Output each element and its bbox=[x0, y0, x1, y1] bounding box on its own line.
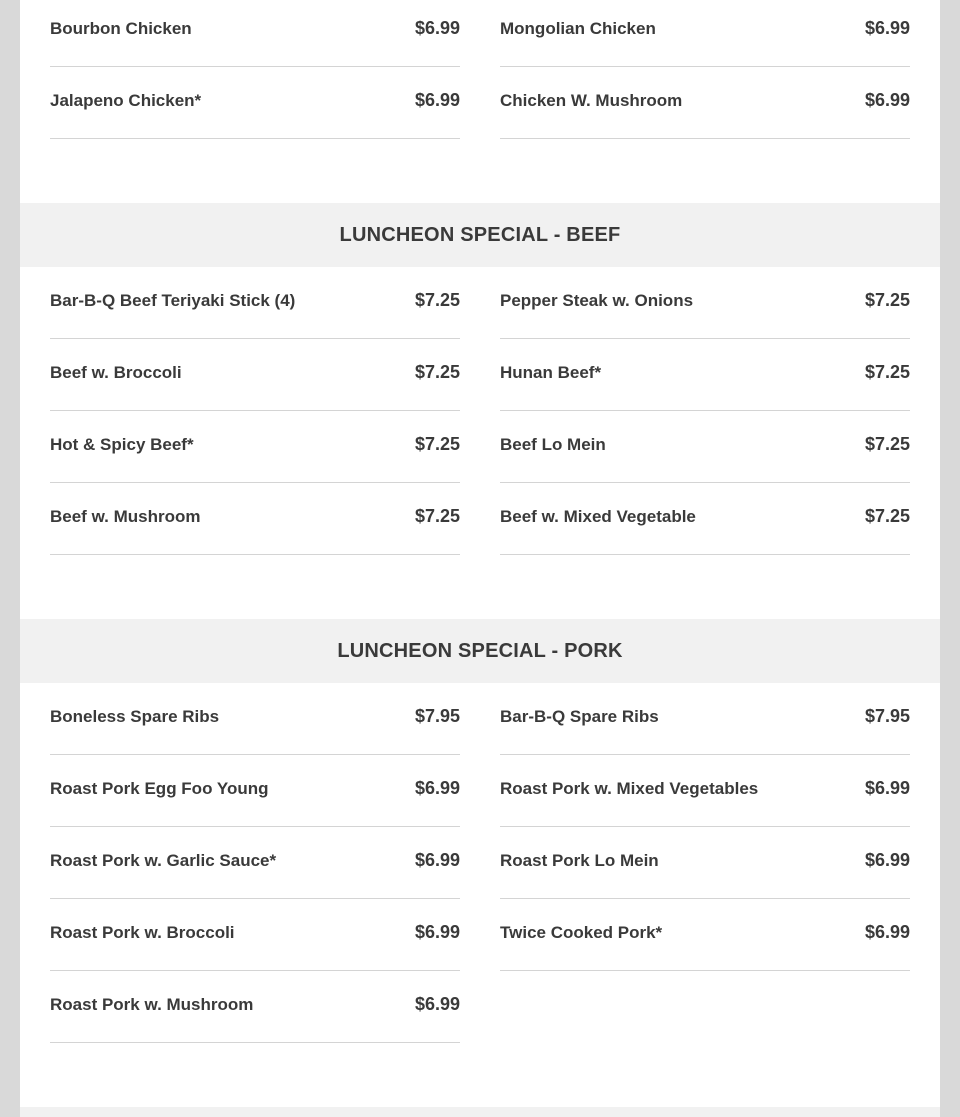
menu-item-name: Bar-B-Q Beef Teriyaki Stick (4) bbox=[50, 291, 296, 310]
menu-item-price: $6.99 bbox=[864, 90, 910, 110]
menu-item[interactable] bbox=[50, 0, 460, 67]
menu-item-name: Mongolian Chicken bbox=[500, 19, 656, 38]
menu-item-name: Bar-B-Q Spare Ribs bbox=[500, 707, 659, 726]
menu-page bbox=[20, 0, 940, 1117]
menu-item-price: $7.25 bbox=[414, 434, 460, 454]
menu-item-name: Boneless Spare Ribs bbox=[50, 707, 220, 726]
menu-item-name: Jalapeno Chicken* bbox=[50, 91, 202, 110]
menu-item[interactable] bbox=[500, 67, 910, 139]
menu-item-name: Roast Pork w. Mixed Vegetables bbox=[500, 779, 759, 798]
menu-item-name: Roast Pork w. Mushroom bbox=[50, 995, 254, 1014]
menu-item-name: Twice Cooked Pork* bbox=[500, 923, 663, 942]
menu-item-name: Roast Pork w. Garlic Sauce* bbox=[50, 851, 277, 870]
menu-item-price: $7.25 bbox=[864, 290, 910, 310]
menu-item[interactable] bbox=[500, 0, 910, 67]
menu-item-price: $6.99 bbox=[414, 778, 460, 798]
menu-item-price: $7.25 bbox=[864, 434, 910, 454]
menu-item-name: Beef w. Mushroom bbox=[50, 507, 201, 526]
menu-item-name: Hot & Spicy Beef* bbox=[50, 435, 194, 454]
menu-item-price: $6.99 bbox=[864, 778, 910, 798]
menu-item[interactable] bbox=[500, 339, 910, 411]
menu-item-price: $7.95 bbox=[414, 706, 460, 726]
menu-item-price: $6.99 bbox=[414, 850, 460, 870]
menu-item-price: $6.99 bbox=[864, 18, 910, 38]
menu-item-price: $6.99 bbox=[414, 994, 460, 1014]
menu-item[interactable] bbox=[500, 683, 910, 755]
menu-item[interactable] bbox=[50, 827, 460, 899]
menu-item[interactable] bbox=[50, 683, 460, 755]
menu-item[interactable] bbox=[50, 339, 460, 411]
menu-item[interactable] bbox=[50, 899, 460, 971]
menu-item[interactable] bbox=[50, 483, 460, 555]
menu-item-name: Bourbon Chicken bbox=[50, 19, 192, 38]
menu-item-price: $6.99 bbox=[414, 90, 460, 110]
menu-item[interactable] bbox=[500, 267, 910, 339]
menu-item-name: Chicken W. Mushroom bbox=[500, 91, 683, 110]
menu-item[interactable] bbox=[500, 755, 910, 827]
menu-item-price: $7.95 bbox=[864, 706, 910, 726]
menu-item[interactable] bbox=[50, 67, 460, 139]
menu-item-price: $6.99 bbox=[864, 850, 910, 870]
menu-item-name: Beef w. Mixed Vegetable bbox=[500, 507, 696, 526]
menu-item-name: Roast Pork Egg Foo Young bbox=[50, 779, 269, 798]
menu-item-price: $7.25 bbox=[414, 290, 460, 310]
menu-item-name: Hunan Beef* bbox=[500, 363, 602, 382]
menu-item-price: $7.25 bbox=[864, 506, 910, 526]
menu-item[interactable] bbox=[50, 267, 460, 339]
menu-item[interactable] bbox=[500, 483, 910, 555]
section-header-beef: LUNCHEON SPECIAL - BEEF bbox=[20, 203, 940, 267]
menu-item-price: $7.25 bbox=[864, 362, 910, 382]
menu-item-name: Beef w. Broccoli bbox=[50, 363, 182, 382]
menu-item[interactable] bbox=[500, 827, 910, 899]
menu-item-price: $6.99 bbox=[414, 922, 460, 942]
menu-item[interactable] bbox=[500, 411, 910, 483]
menu-item[interactable] bbox=[500, 899, 910, 971]
menu-item[interactable] bbox=[50, 971, 460, 1043]
menu-item-name: Beef Lo Mein bbox=[500, 435, 606, 454]
next-section-header bbox=[20, 1107, 940, 1117]
menu-item[interactable] bbox=[50, 755, 460, 827]
section-header-pork: LUNCHEON SPECIAL - PORK bbox=[20, 619, 940, 683]
menu-item-name: Pepper Steak w. Onions bbox=[500, 291, 694, 310]
menu-item-name: Roast Pork Lo Mein bbox=[500, 851, 659, 870]
menu-item-price: $7.25 bbox=[414, 362, 460, 382]
menu-item-price: $7.25 bbox=[414, 506, 460, 526]
menu-item-price: $6.99 bbox=[864, 922, 910, 942]
menu-item-name: Roast Pork w. Broccoli bbox=[50, 923, 235, 942]
menu-item-price: $6.99 bbox=[414, 18, 460, 38]
menu-item[interactable] bbox=[50, 411, 460, 483]
